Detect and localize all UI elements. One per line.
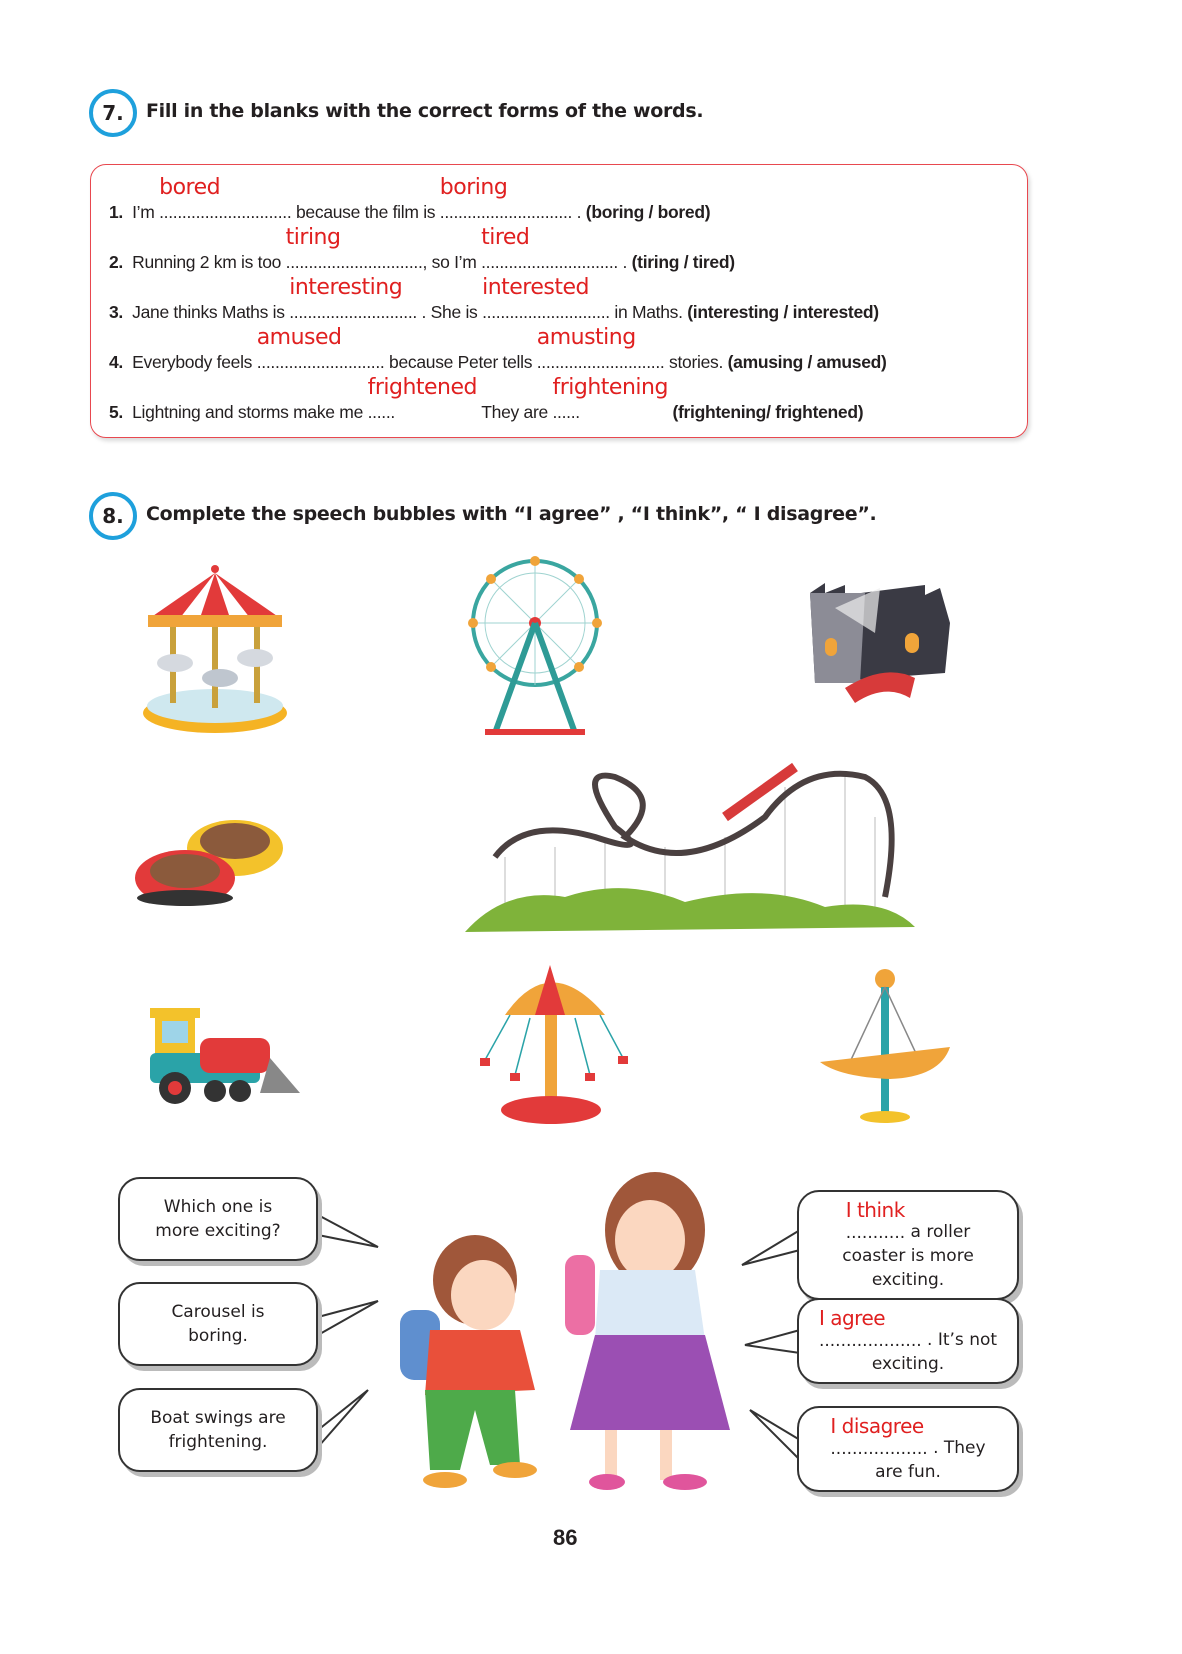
exercise-7-title: Fill in the blanks with the correct forms of the words. [146,100,704,122]
bubble-line: boring. [188,1326,248,1346]
sentence-text: Jane thinks Maths is [132,302,290,322]
bubble-line: coaster is more [842,1246,974,1266]
sentence-text: I’m [132,202,160,222]
item-number: 1. [109,202,123,222]
sentence-text: because Peter tells [384,352,537,372]
speech-bubble-left [118,1388,318,1472]
boat-swing-illustration [820,967,955,1127]
speech-bubble-left [118,1177,318,1261]
ferris-wheel-illustration [460,553,610,743]
children-illustration [395,1170,735,1500]
blank-dots: ................... [818,1331,922,1351]
speech-bubble-right [797,1190,1019,1300]
sentence-text: because the film is [291,202,440,222]
bubble-line: more exciting? [155,1221,281,1241]
kiddie-train-illustration [130,1003,305,1108]
blank-dots: ........... [845,1223,906,1243]
answer-2: tired [481,225,530,250]
sentence-text: Everybody feels [132,352,257,372]
bubble-line: . It’s not [921,1330,998,1350]
bubble-line: Boat swings are [150,1408,286,1428]
bubble-line: frightening. [168,1432,268,1452]
speech-bubble-right [797,1406,1019,1492]
item-number: 3. [109,302,123,322]
bumper-cars-illustration [130,803,290,913]
exercise-8-number [89,492,137,540]
blank-dots: .................. [830,1439,928,1459]
bubble-line: . They [927,1438,986,1458]
bubble-line: are fun. [875,1462,941,1482]
sentence-text: They are [477,402,553,422]
sentence-text: stories. [664,352,728,372]
bubble-line: exciting. [871,1354,945,1374]
bubble-line: Which one is [163,1197,273,1217]
item-number: 5. [109,402,123,422]
answer-2: boring [439,175,508,200]
page-number: 86 [553,1525,578,1550]
word-hint: (interesting / interested) [687,302,879,322]
answer-1: tiring [285,225,341,250]
blank-dots: ............................ [256,352,385,372]
blank-dots: ............................ [289,302,417,322]
bubble-line: Carousel is [171,1302,265,1322]
bubble-first-line [830,1414,985,1460]
sentence-text: . [617,252,632,272]
answer-1: interesting [289,275,403,300]
carousel-illustration [130,563,305,738]
sentence-text: , so I’m [422,252,482,272]
sentence-text: Lightning and storms make me [132,402,368,422]
word-hint: (frightening/ frightened) [672,402,864,422]
answer-2: amusting [536,325,636,350]
bubble-line: a roller [905,1222,971,1242]
haunted-house-illustration [805,573,965,723]
bubble-answer: I disagree [830,1414,924,1438]
answer-2: frightening [552,375,668,400]
bubble-first-line [819,1306,997,1352]
bubble-answer: I agree [818,1306,886,1330]
word-hint: (amusing / amused) [727,352,887,372]
sentence-text: . [572,202,586,222]
speech-bubble-left [118,1282,318,1366]
item-number: 4. [109,352,123,372]
speech-bubble-right [797,1298,1019,1384]
blank-dots: ...... [367,402,395,422]
exercise-8-section [0,45,1182,1645]
bubble-first-line [846,1198,971,1244]
sentence-text: in Maths. [609,302,688,322]
blank-dots: ............................ [536,352,665,372]
roller-coaster-illustration [465,757,920,937]
blank-dots: ...... [552,402,580,422]
bubble-blank[interactable] [846,1198,905,1244]
sentence-text: . She is [416,302,483,322]
bubble-blank[interactable] [830,1414,927,1460]
bubble-blank[interactable] [819,1306,922,1352]
word-hint: (tiring / tired) [631,252,735,272]
bubble-line: exciting. [871,1270,945,1290]
exercise-8-title: Complete the speech bubbles with “I agree” , “I think”, “ I disagree”. [146,503,877,525]
exercise-number-text: 8. [102,504,124,528]
answer-1: bored [159,175,221,200]
bubble-tail [316,1185,386,1485]
blank-dots: .............................. [481,252,618,272]
answer-1: frightened [367,375,477,400]
exercise-number-text: 7. [102,101,124,125]
answer-2: interested [482,275,589,300]
item-number: 2. [109,252,123,272]
bubble-answer: I think [845,1198,905,1222]
blank-dots: ............................. [439,202,573,222]
sentence-text: Running 2 km is too [132,252,286,272]
blank-dots: ............................ [482,302,610,322]
answer-1: amused [256,325,342,350]
blank-dots: ............................. [159,202,292,222]
word-hint: (boring / bored) [585,202,711,222]
bubble-tail [740,1195,802,1505]
blank-dots: .............................. [285,252,423,272]
swing-ride-illustration [475,960,635,1130]
